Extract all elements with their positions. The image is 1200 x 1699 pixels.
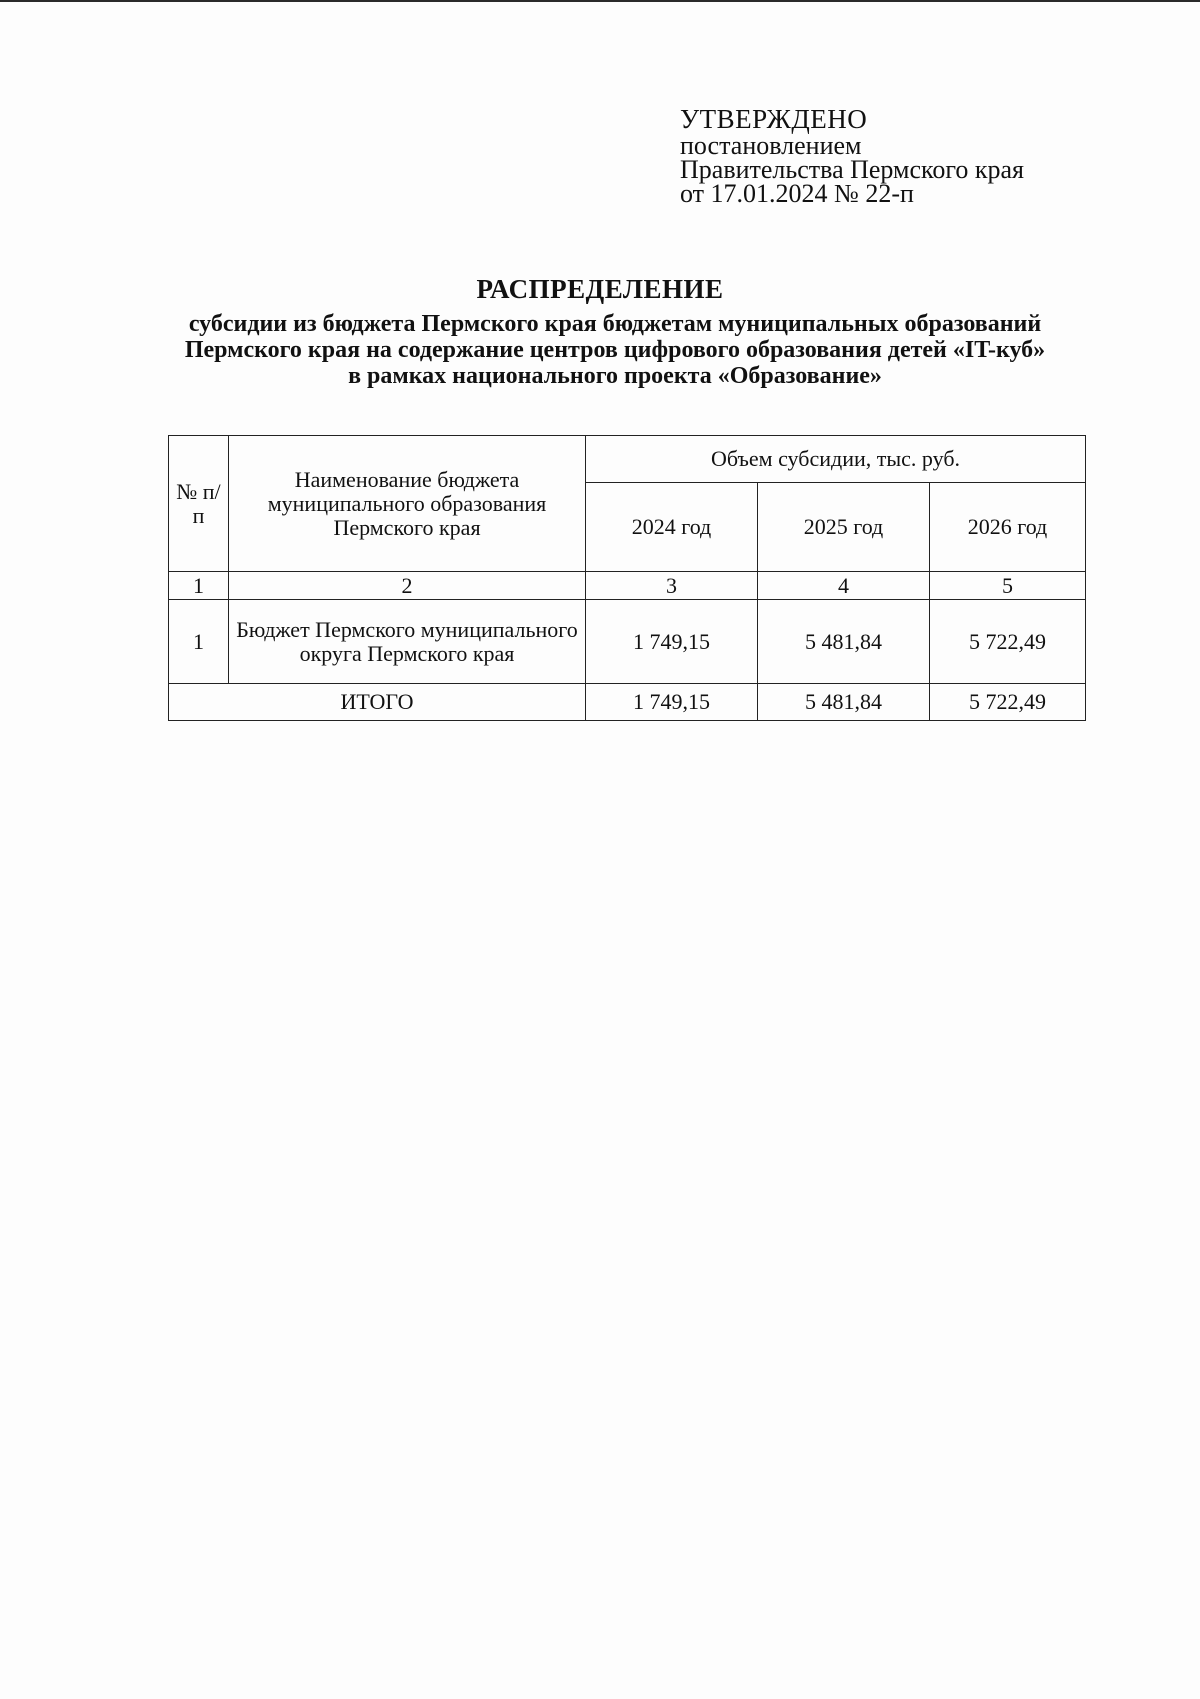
column-header-year: 2024 год bbox=[586, 483, 758, 572]
column-number-cell: 2 bbox=[229, 572, 586, 600]
column-number-cell: 3 bbox=[586, 572, 758, 600]
column-number-cell: 1 bbox=[169, 572, 229, 600]
approval-line: Правительства Пермского края bbox=[680, 155, 1024, 184]
value-cell-2025: 5 481,84 bbox=[758, 600, 930, 684]
value-cell-2024: 1 749,15 bbox=[586, 600, 758, 684]
column-number-cell: 4 bbox=[758, 572, 930, 600]
column-header-group: Объем субсидии, тыс. руб. bbox=[586, 436, 1086, 483]
total-value-2026: 5 722,49 bbox=[930, 684, 1086, 721]
column-numbers-row bbox=[169, 572, 1086, 600]
total-value-2025: 5 481,84 bbox=[758, 684, 930, 721]
total-row bbox=[169, 684, 1086, 721]
table-row bbox=[169, 600, 1086, 684]
value-cell-2026: 5 722,49 bbox=[930, 600, 1086, 684]
budget-name-cell: Бюджет Пермского муниципального округа Пермского края bbox=[229, 600, 586, 684]
distribution-table bbox=[168, 435, 1086, 721]
approval-date: от 17.01.2024 № 22-п bbox=[680, 179, 914, 208]
approval-line: постановлением bbox=[680, 131, 862, 160]
column-header-year: 2025 год bbox=[758, 483, 930, 572]
column-header-year: 2026 год bbox=[930, 483, 1086, 572]
scan-top-edge bbox=[0, 0, 1200, 2]
table-header-row bbox=[169, 436, 1086, 483]
column-header-name: Наименование бюджета муниципального образования Пермского края bbox=[229, 436, 586, 572]
approval-stamp: УТВЕРЖДЕНО bbox=[680, 104, 868, 134]
document-title: РАСПРЕДЕЛЕНИЕ bbox=[476, 274, 724, 304]
document-subtitle: субсидии из бюджета Пермского края бюджетам муниципальных образований Пермского края на содержание центров цифрового образования детей «IT-куб» в рамках национального проекта «Образование» bbox=[184, 311, 1046, 389]
column-number-cell: 5 bbox=[930, 572, 1086, 600]
total-label: ИТОГО bbox=[169, 684, 586, 721]
row-number-cell: 1 bbox=[169, 600, 229, 684]
column-header-number: № п/п bbox=[169, 436, 229, 572]
approval-block bbox=[680, 104, 1150, 206]
total-value-2024: 1 749,15 bbox=[586, 684, 758, 721]
